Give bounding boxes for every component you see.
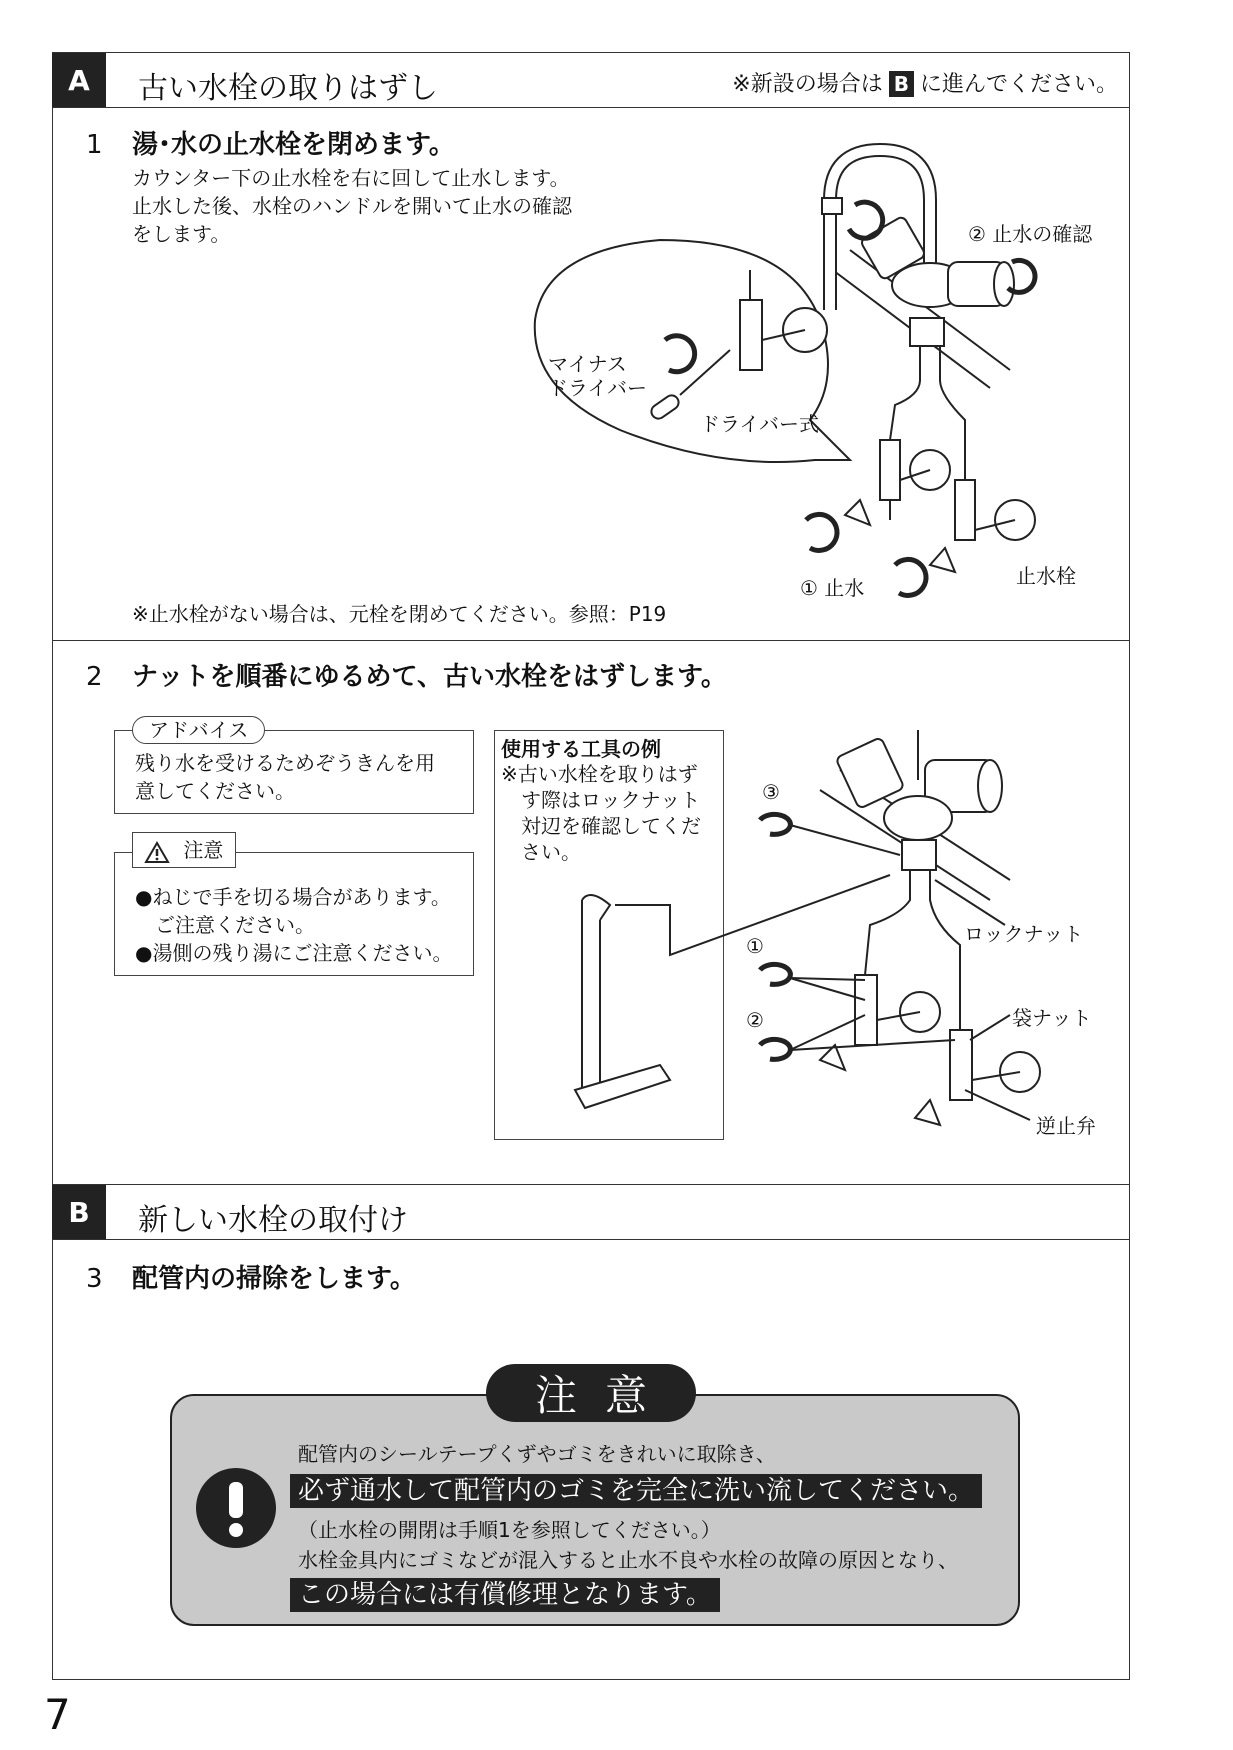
caution-line3: 水栓金具内にゴミなどが混入すると止水不良や水栓の故障の原因となり、 [298,1548,958,1572]
advice-tag: アドバイス [132,716,265,744]
page-number: 7 [44,1690,71,1739]
note-badge: B [889,71,914,97]
label-stop: ① 止水 [800,576,865,600]
caution-highlight2: この場合には有償修理となります。 [290,1578,720,1612]
label-lock-nut: ロックナット [964,922,1084,946]
section-a-title: 古い水栓の取りはずし [138,71,438,106]
step1-title: 湯･水の止水栓を閉めます。 [132,130,455,160]
step2-number: 2 [86,662,103,692]
label-n3: ③ [762,780,780,804]
label-check-valve: 逆止弁 [1036,1114,1096,1138]
caution-line: ご注意ください。 [135,913,315,937]
label-valve: 止水栓 [1016,564,1076,588]
caution-panel-title: 注意 [486,1364,696,1422]
caution-panel [170,1394,1020,1626]
caution-line1: 配管内のシールテープくずやゴミをきれいに取除き、 [298,1442,776,1466]
section-a-letter: A [52,53,106,107]
step1-footnote: ※止水栓がない場合は、元栓を閉めてください。参照：P19 [132,602,667,626]
tool-title: 使用する工具の例 [501,737,661,761]
caution-highlight1: 必ず通水して配管内のゴミを完全に洗い流してください。 [290,1474,982,1508]
label-minus-driver: マイナス [548,352,627,376]
step3-heading [86,1258,416,1295]
advice-line: 意してください。 [135,779,295,803]
label-driver-type: ドライバー式 [700,412,819,436]
section-b-title: 新しい水栓の取付け [138,1203,408,1238]
label-confirm: ② 止水の確認 [968,222,1093,246]
label-n2: ② [746,1008,764,1032]
step1-number: 1 [86,130,103,160]
tool-line: す際はロックナット [501,788,701,812]
tool-line: 対辺を確認してくだ [501,814,701,838]
caution-line: ●湯側の残り湯にご注意ください。 [135,941,453,965]
step3-title: 配管内の掃除をします。 [132,1264,416,1294]
step1-body-line: 止水した後、水栓のハンドルを開いて止水の確認 [132,194,572,218]
step3-number: 3 [86,1264,103,1294]
exclamation-icon [194,1466,278,1550]
label-cap-nut: 袋ナット [1012,1006,1092,1030]
tool-line: ※古い水栓を取りはず [501,762,698,786]
section-b-header [52,1184,1130,1240]
caution-tag-label: 注意 [183,838,224,862]
note-prefix: ※新設の場合は [732,72,883,97]
step1-body-line: カウンター下の止水栓を右に回して止水します。 [132,166,570,190]
step2-title: ナットを順番にゆるめて、古い水栓をはずします。 [132,662,727,692]
step1-body-line: をします。 [132,222,231,246]
note-suffix: に進んでください。 [919,72,1118,97]
label-n1: ① [746,934,764,958]
advice-line: 残り水を受けるためぞうきんを用 [135,751,435,775]
tool-line: さい。 [501,840,581,864]
caution-line2: （止水栓の開閉は手順1を参照してください。） [298,1518,721,1542]
caution-line: ●ねじで手を切る場合があります。 [135,885,451,909]
label-minus-driver-2: ドライバー [548,376,647,400]
section-b-letter: B [52,1185,106,1239]
rotate-arrow-icon [760,814,790,1059]
